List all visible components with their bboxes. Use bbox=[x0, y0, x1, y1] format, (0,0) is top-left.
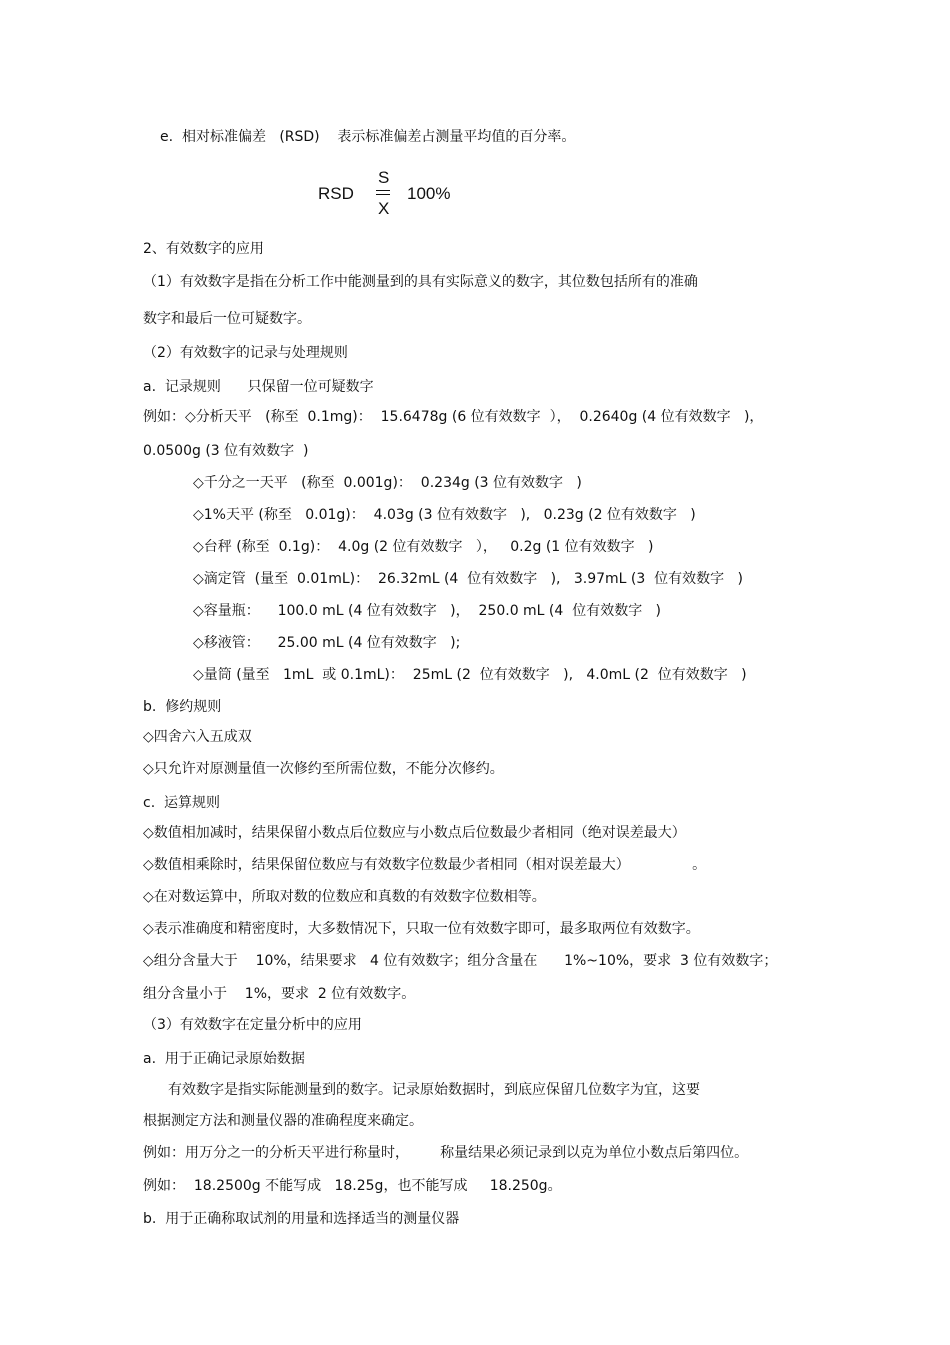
subsection-heading: （3）有效数字在定量分析中的应用 bbox=[143, 1017, 362, 1033]
rule-item: ◇四舍六入五成双 bbox=[143, 729, 252, 745]
rule-item: ◇数值相加减时，结果保留小数点后位数应与小数点后位数最少者相同（绝对误差最大） bbox=[143, 825, 686, 841]
rule-item: ◇组分含量大于 10%，结果要求 4 位有效数字；组分含量在 1%~10%，要求 3 位有效数字； bbox=[143, 953, 778, 969]
instrument-item: ◇容量瓶： 100.0 mL (4 位有效数字 )， 250.0 mL (4 位有效数字 ) bbox=[193, 603, 662, 619]
rule-heading: b. 修约规则 bbox=[143, 699, 222, 715]
rule-item: 组分含量小于 1%，要求 2 位有效数字。 bbox=[143, 986, 416, 1002]
formula-factor: 100% bbox=[407, 184, 451, 203]
formula-lhs: RSD bbox=[318, 184, 354, 203]
instrument-item: ◇1%天平 (称至 0.01g)： 4.03g (3 位有效数字 ), 0.23g (2 位有效数字 ) bbox=[193, 507, 696, 523]
paragraph-line: 有效数字是指实际能测量到的数字。记录原始数据时，到底应保留几位数字为宜，这要 bbox=[168, 1082, 700, 1098]
rule-heading: b. 用于正确称取试剂的用量和选择适当的测量仪器 bbox=[143, 1211, 460, 1227]
section-heading: 2、有效数字的应用 bbox=[143, 241, 264, 257]
rsd-definition: e. 相对标准偏差 (RSD) 表示标准偏差占测量平均值的百分率。 bbox=[160, 129, 576, 145]
instrument-item: ◇千分之一天平 (称至 0.001g)： 0.234g (3 位有效数字 ) bbox=[193, 475, 582, 491]
paragraph-line: （1）有效数字是指在分析工作中能测量到的具有实际意义的数字，其位数包括所有的准确 bbox=[143, 274, 698, 290]
paragraph-line: 数字和最后一位可疑数字。 bbox=[143, 311, 311, 327]
instrument-item: ◇滴定管 (量至 0.01mL)： 26.32mL (4 位有效数字 ), 3.97mL (3 位有效数字 ) bbox=[193, 571, 743, 587]
subsection-heading: （2）有效数字的记录与处理规则 bbox=[143, 345, 348, 361]
instrument-item: ◇移液管： 25.00 mL (4 位有效数字 ); bbox=[193, 635, 461, 651]
instrument-item: ◇量筒 (量至 1mL 或 0.1mL)： 25mL (2 位有效数字 ), 4.0mL (2 位有效数字 ) bbox=[193, 667, 747, 683]
rule-item: ◇数值相乘除时，结果保留位数应与有效数字位数最少者相同（相对误差最大） 。 bbox=[143, 857, 707, 873]
rule-heading: a. 记录规则 只保留一位可疑数字 bbox=[143, 379, 374, 395]
example-line: 例如： 18.2500g 不能写成 18.25g，也不能写成 18.250g。 bbox=[143, 1178, 562, 1194]
fraction-bar bbox=[376, 194, 390, 195]
paragraph-line: 根据测定方法和测量仪器的准确程度来确定。 bbox=[143, 1113, 423, 1129]
rule-heading: a. 用于正确记录原始数据 bbox=[143, 1051, 305, 1067]
rule-item: ◇表示准确度和精密度时，大多数情况下，只取一位有效数字即可，最多取两位有效数字。 bbox=[143, 921, 700, 937]
rule-item: ◇在对数运算中，所取对数的位数应和真数的有效数字位数相等。 bbox=[143, 889, 546, 905]
rule-item: ◇只允许对原测量值一次修约至所需位数，不能分次修约。 bbox=[143, 761, 504, 777]
example-line: 例如：◇分析天平 (称至 0.1mg)： 15.6478g (6 位有效数字 ）， 0.2640g (4 位有效数字 )， bbox=[143, 409, 764, 425]
formula-denominator: X bbox=[378, 199, 390, 218]
rule-heading: c. 运算规则 bbox=[143, 795, 221, 811]
example-line: 例如：用万分之一的分析天平进行称量时， 称量结果必须记录到以克为单位小数点后第四位。 bbox=[143, 1145, 749, 1161]
formula-numerator: S bbox=[378, 168, 390, 187]
instrument-item: ◇台秤 (称至 0.1g)： 4.0g (2 位有效数字 ）， 0.2g (1 位有效数字 ) bbox=[193, 539, 654, 555]
fraction-bar bbox=[376, 190, 390, 191]
rsd-formula bbox=[318, 168, 498, 224]
example-line: 0.0500g (3 位有效数字 ) bbox=[143, 443, 309, 459]
